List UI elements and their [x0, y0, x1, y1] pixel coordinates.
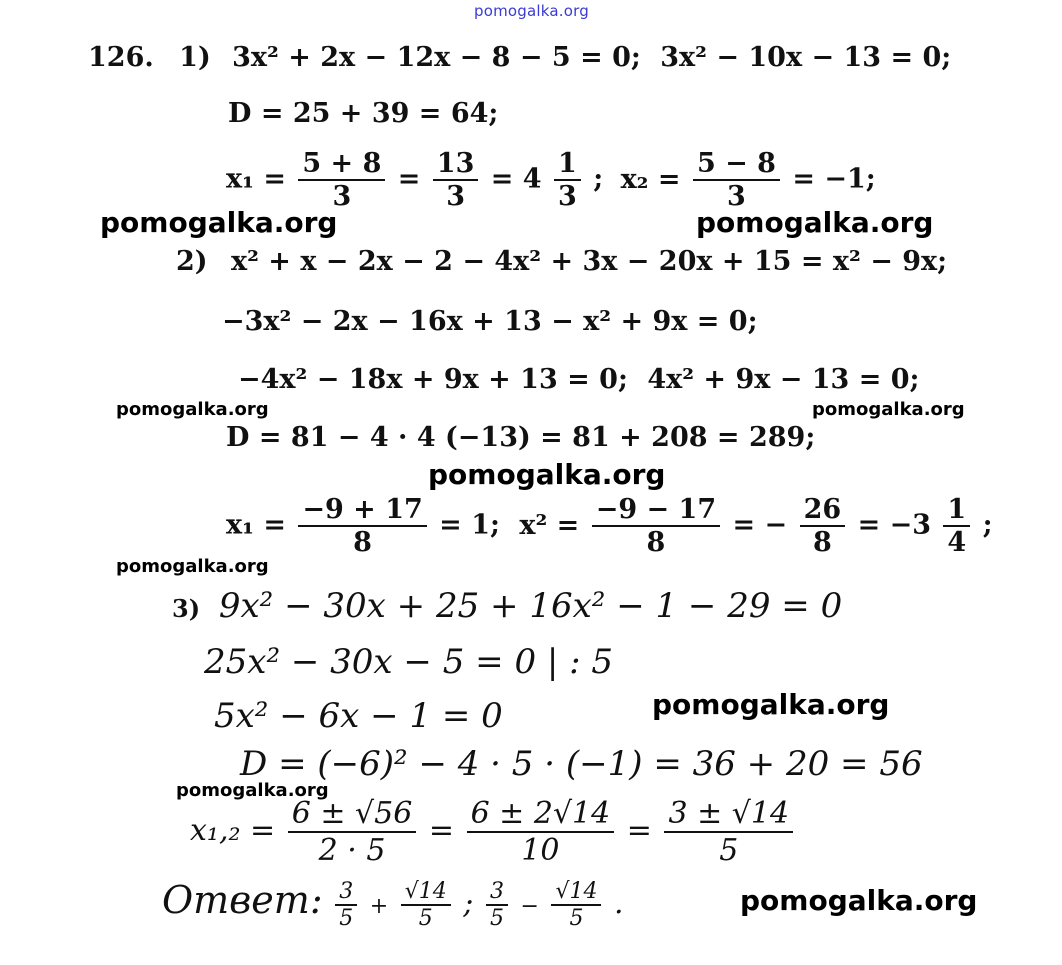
fraction-numerator: −9 − 17	[592, 494, 720, 527]
watermark: pomogalka.org	[740, 884, 978, 917]
part3-roots	[190, 796, 796, 868]
part1-x1-fraction1	[298, 148, 385, 212]
fraction-numerator: 3	[335, 879, 357, 906]
answer2-fraction	[486, 879, 508, 931]
answer-end: .	[614, 886, 624, 921]
part3-x12-label: x₁,₂ =	[190, 813, 276, 848]
part3-fraction3	[664, 796, 793, 868]
fraction-denominator: 2 · 5	[318, 833, 386, 868]
fraction-numerator: 5 + 8	[298, 148, 385, 181]
fraction-denominator: 3	[558, 181, 577, 212]
fraction-numerator: 3 ± √14	[664, 796, 793, 833]
part2-x2-mixed-fraction	[943, 494, 970, 558]
part2-x1-result: = 1;	[439, 509, 500, 541]
part2-x2-fraction2	[800, 494, 846, 558]
part1-x1-whole: = 4	[490, 163, 542, 195]
fraction-denominator: 5	[719, 833, 739, 868]
part1-line1	[88, 42, 951, 73]
part2-line1	[176, 246, 947, 277]
part3-fraction2	[467, 796, 615, 868]
part1-x1-mixed-fraction	[554, 148, 581, 212]
part3-line4: D = (−6)² − 4 · 5 · (−1) = 36 + 20 = 56	[240, 744, 923, 784]
fraction-denominator: 8	[646, 527, 666, 558]
part1-x2-fraction	[693, 148, 780, 212]
answer1-plus: +	[369, 894, 389, 919]
part2-x2-mid: = −	[732, 509, 788, 541]
part1-label: 1)	[179, 42, 211, 73]
part2-x2-label: x² =	[519, 509, 580, 541]
part2-label: 2)	[176, 246, 208, 277]
part3-line2: 25x² − 30x − 5 = 0 | : 5	[204, 642, 614, 682]
part2-eq3: −4x² − 18x + 9x + 13 = 0;	[238, 364, 628, 395]
fraction-denominator: 3	[446, 181, 465, 212]
part1-x1-fraction2	[433, 148, 479, 212]
watermark: pomogalka.org	[116, 399, 269, 420]
fraction-numerator: 3	[486, 879, 508, 906]
part2-eq1: x² + x − 2x − 2 − 4x² + 3x − 20x + 15 = x² − 9x;	[230, 246, 948, 277]
part1-x1-label: x₁ =	[226, 163, 286, 195]
part2-x2-fraction	[592, 494, 720, 558]
fraction-denominator: 5	[569, 906, 584, 931]
part3-fraction1	[288, 796, 417, 868]
fraction-denominator: 4	[947, 527, 967, 558]
fraction-denominator: 5	[489, 906, 504, 931]
fraction-denominator: 3	[332, 181, 352, 212]
fraction-numerator: 26	[800, 494, 846, 527]
answer1-fraction	[335, 879, 357, 931]
part3-line1	[172, 586, 842, 626]
part2-eq2: −3x² − 2x − 16x + 13 − x² + 9x = 0;	[222, 306, 758, 337]
part1-discriminant: D = 25 + 39 = 64;	[228, 98, 499, 129]
fraction-numerator: 6 ± 2√14	[467, 796, 615, 833]
part3-eq: =	[428, 813, 455, 848]
fraction-denominator: 5	[418, 906, 433, 931]
answer2-root-fraction	[551, 879, 601, 931]
answer2-minus: −	[520, 894, 539, 919]
fraction-denominator: 10	[521, 833, 560, 868]
answer-separator: ;	[463, 886, 474, 921]
fraction-numerator: √14	[401, 879, 451, 906]
part1-roots	[226, 148, 876, 212]
part2-discriminant: D = 81 − 4 · 4 (−13) = 81 + 208 = 289;	[226, 422, 816, 453]
fraction-numerator: 1	[554, 148, 581, 181]
watermark: pomogalka.org	[176, 780, 329, 801]
part2-x1-label: x₁ =	[226, 509, 286, 541]
header-watermark: pomogalka.org	[474, 2, 589, 20]
part1-x2-result: = −1;	[792, 163, 876, 195]
part3-label: 3)	[172, 594, 201, 623]
fraction-numerator: −9 + 17	[298, 494, 426, 527]
fraction-numerator: 5 − 8	[693, 148, 780, 181]
fraction-denominator: 8	[353, 527, 372, 558]
watermark: pomogalka.org	[696, 206, 934, 239]
part2-x2-whole: = −3	[857, 509, 932, 541]
fraction-denominator: 3	[727, 181, 746, 212]
answer1-root-fraction	[401, 879, 451, 931]
fraction-denominator: 5	[339, 906, 354, 931]
fraction-denominator: 8	[812, 527, 832, 558]
watermark: pomogalka.org	[428, 458, 666, 491]
part2-x1-fraction	[298, 494, 426, 558]
part3-eq2: =	[626, 813, 652, 848]
part2-eq4: 4x² + 9x − 13 = 0;	[647, 364, 920, 395]
part3-eq1: 9x² − 30x + 25 + 16x² − 1 − 29 = 0	[218, 586, 843, 626]
watermark: pomogalka.org	[100, 206, 338, 239]
fraction-numerator: 1	[943, 494, 970, 527]
part3-line3: 5x² − 6x − 1 = 0	[214, 696, 503, 736]
part1-x2-label: x₂ =	[620, 163, 681, 195]
answer-label: Ответ:	[162, 878, 323, 922]
part3-answer	[162, 878, 624, 931]
watermark: pomogalka.org	[652, 688, 890, 721]
part1-eq1: 3x² + 2x − 12x − 8 − 5 = 0;	[232, 42, 641, 73]
part1-eq2: 3x² − 10x − 13 = 0;	[660, 42, 952, 73]
part2-roots	[226, 494, 993, 558]
fraction-numerator: √14	[551, 879, 601, 906]
fraction-numerator: 6 ± √56	[288, 796, 417, 833]
watermark: pomogalka.org	[812, 399, 965, 420]
problem-number: 126.	[88, 42, 154, 73]
part1-separator: ;	[593, 163, 604, 195]
watermark: pomogalka.org	[116, 556, 269, 577]
part2-x2-end: ;	[982, 509, 993, 541]
part2-line3	[238, 364, 920, 395]
part1-x1-eq: =	[397, 163, 421, 195]
fraction-numerator: 13	[433, 148, 479, 181]
